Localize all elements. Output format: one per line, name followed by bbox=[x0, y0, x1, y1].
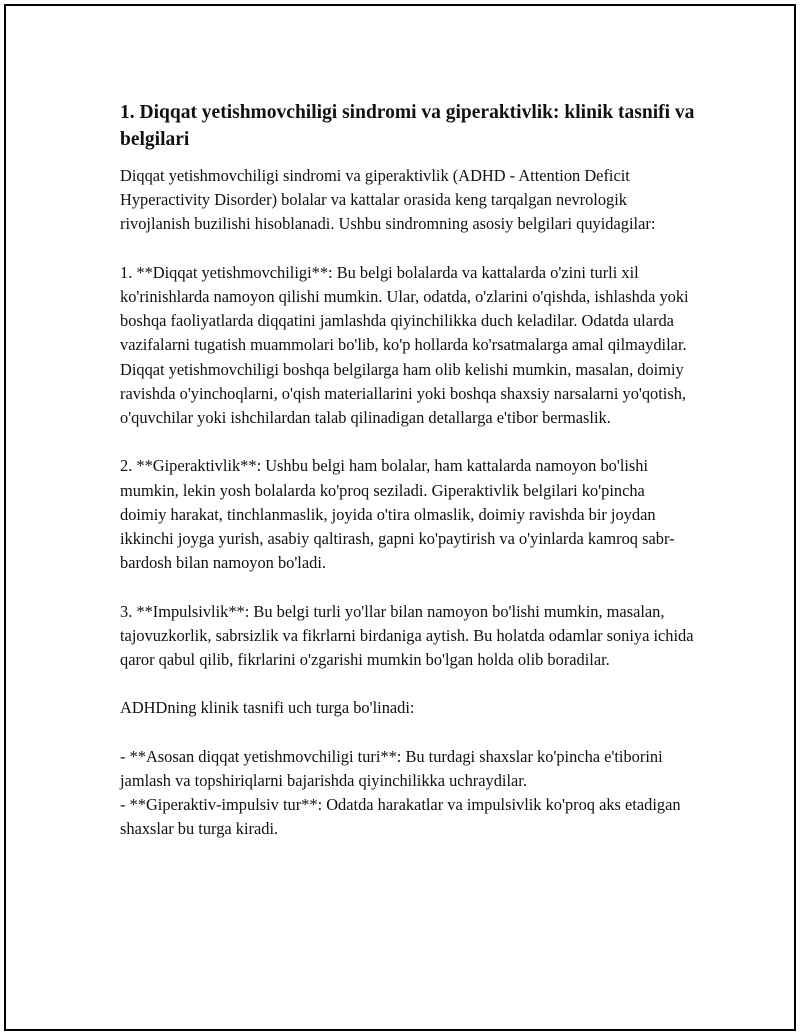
document-title: 1. Diqqat yetishmovchiligi sindromi va giperaktivlik: klinik tasnifi va belgilari bbox=[120, 102, 695, 150]
document-content bbox=[120, 99, 695, 842]
document-body: Diqqat yetishmovchiligi sindromi va giperaktivlik (ADHD - Attention Deficit Hyperactivity Disorder) bolalar va kattalar orasida keng tarqalgan nevrologik rivojlanish buzilishi hisoblanadi. Ushbu sindromning asosiy belgilari quyidagilar: 1. **Diqqat yetishmovchiligi**: Bu belgi bolalarda va kattalarda o'zini turli xil ko'rinishlarda namoyon qilishi mumkin. Ular, odatda, o'zlarini o'qishda, ishlashda yoki boshqa faoliyatlarda diqqatini jamlashda qiyinchilikka duch keladilar. Odatda ularda vazifalarni tugatish muammolari bo'lib, ko'p hollarda ko'rsatmalarga amal qilmaydilar. Diqqat yetishmovchiligi boshqa belgilarga ham olib kelishi mumkin, masalan, doimiy ravishda o'yinchoqlarni, o'qish materiallarini yoki boshqa shaxsiy narsalarni yo'qotish, o'quvchilar yoki ishchilardan talab qilinadigan detallarga e'tibor bermaslik. 2. **Giperaktivlik**: Ushbu belgi ham bolalar, ham kattalarda namoyon bo'lishi mumkin, lekin yosh bolalarda ko'proq seziladi. Giperaktivlik belgilari ko'pincha doimiy harakat, tinchlanmaslik, joyida o'tira olmaslik, doimiy ravishda bir joydan ikkinchi joyga yurish, asabiy qaltirash, gapni ko'paytirish va o'yinlarda kamroq sabr-bardosh bilan namoyon bo'ladi. 3. **Impulsivlik**: Bu belgi turli yo'llar bilan namoyon bo'lishi mumkin, masalan, tajovuzkorlik, sabrsizlik va fikrlarni birdaniga aytish. Bu holatda odamlar soniya ichida qaror qabul qilib, fikrlarini o'zgarishi mumkin bo'lgan holda olib boradilar. ADHDning klinik tasnifi uch turga bo'linadi: - **Asosan diqqat yetishmovchiligi turi**: Bu turdagi shaxslar ko'pincha e'tiborini jamlash va topshiriqlarni bajarishda qiyinchilikka uchraydilar. - **Giperaktiv-impulsiv tur**: Odatda harakatlar va impulsivlik ko'proq aks etadigan shaxslar bu turga kiradi. bbox=[120, 166, 694, 839]
page-frame bbox=[4, 4, 796, 1031]
